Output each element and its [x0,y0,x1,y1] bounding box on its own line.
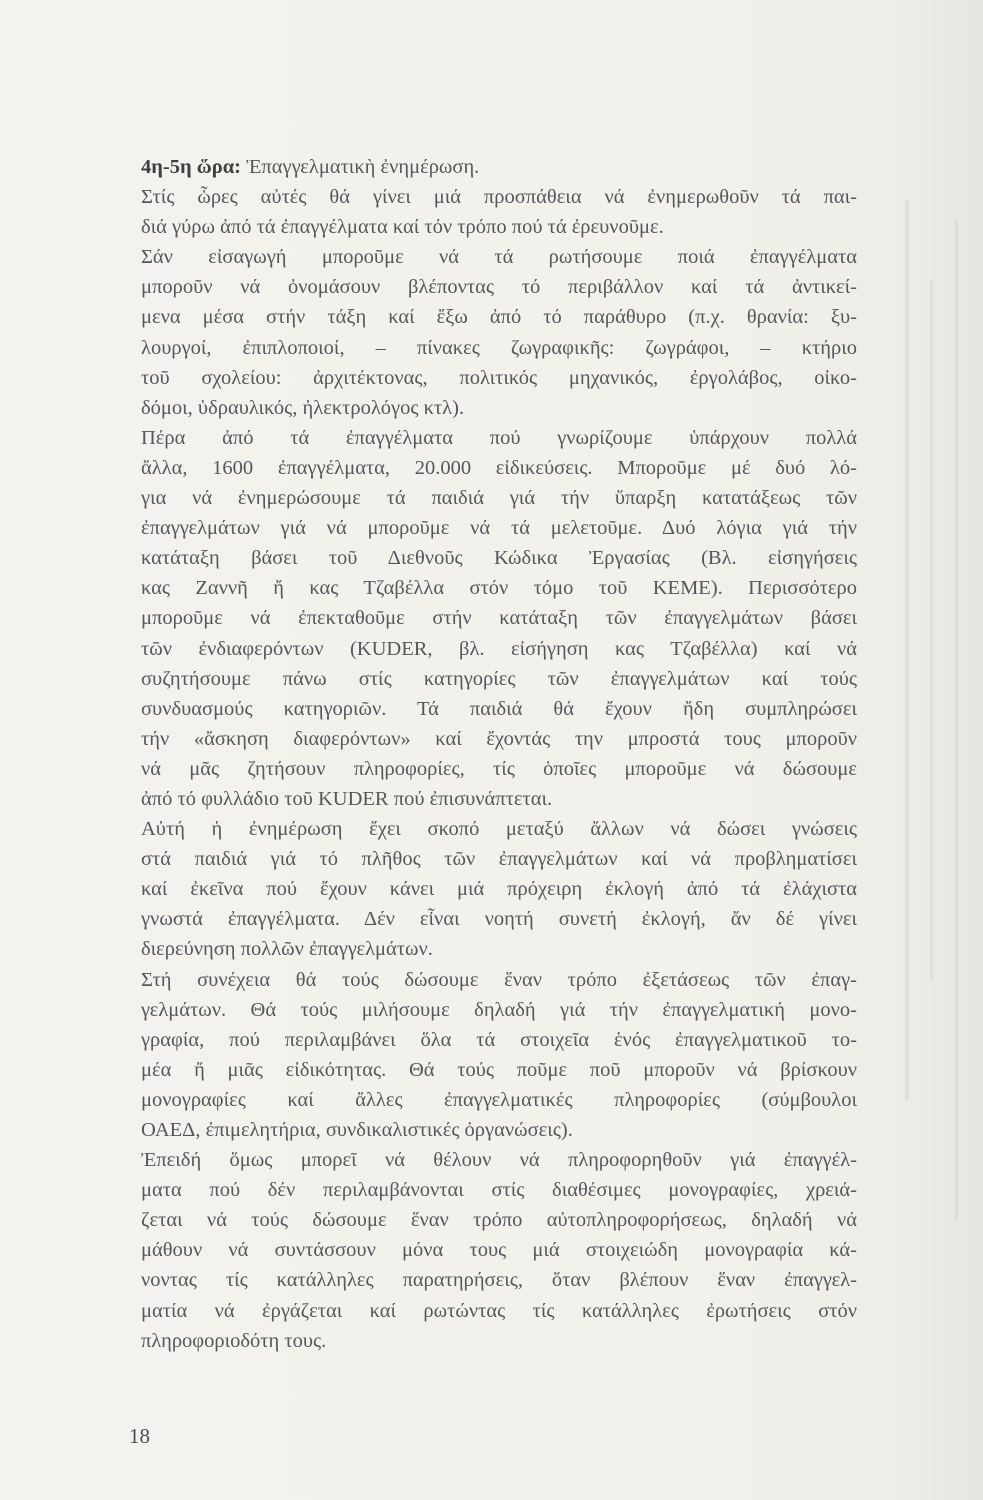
text-line: μποροῦμε νά ἐπεκταθοῦμε στήν κατάταξη τῶν ἐπαγγελμάτων βάσει [141,607,857,630]
text-line: ματία νά ἐργάζεται καί ρωτώντας τίς κατάλληλες ἐρωτήσεις στόν [141,1299,857,1322]
text-line: ΟΑΕΔ, ἐπιμελητήρια, συνδικαλιστικές ὀργανώσεις). [141,1119,573,1141]
text-line: δόμοι, ὑδραυλικός, ἠλεκτρολόγος κτλ). [141,396,465,419]
text-line: μάθουν νά συντάσσουν μόνα τους μιά στοιχειώδη μονογραφία κά- [141,1239,857,1262]
paragraph-lines [141,182,857,1356]
text-line: κας Ζαννῆ ἤ κας Τζαβέλλα στόν τόμο τοῦ ΚΕΜΕ). Περισσότερο [141,577,857,600]
text-line: διά γύρω ἀπό τά ἐπαγγέλματα καί τόν τρόπο πού τά ἐρευνοῦμε. [141,216,664,239]
section-heading [141,152,857,182]
text-line: κατάταξη βάσει τοῦ Διεθνοῦς Κώδικα Ἐργασίας (Βλ. εἰσηγήσεις [141,547,857,570]
text-line: γελμάτων. Θά τούς μιλήσουμε δηλαδή γιά τήν ἐπαγγελματική μονο- [141,998,857,1021]
heading-title: Ἐπαγγελματικὴ ἐνημέρωση. [240,156,480,178]
text-line: καί ἐκεῖνα πού ἔχουν κάνει μιά πρόχειρη ἐκλογή ἀπό τά ἐλάχιστα [141,878,857,901]
text-line: νά μᾶς ζητήσουν πληροφορίες, τίς ὁποῖες μποροῦμε νά δώσουμε [141,757,857,780]
text-line: τήν «ἄσκηση διαφερόντων» καί ἔχοντάς την μπροστά τους μποροῦν [141,727,857,750]
text-line: μενα μέσα στήν τάξη καί ἔξω ἀπό τό παράθυρο (π.χ. θρανία: ξυ- [141,306,857,329]
text-line: μποροῦν νά ὀνομάσουν βλέποντας τό περιβάλλον καί τά ἀντικεί- [141,276,857,299]
text-line: ματα πού δέν περιλαμβάνονται στίς διαθέσιμες μονογραφίες, χρειά- [141,1179,857,1202]
text-line: Αὐτή ἡ ἐνημέρωση ἔχει σκοπό μεταξύ ἄλλων νά δώσει γνώσεις [141,818,857,841]
text-line: ἄλλα, 1600 ἐπαγγέλματα, 20.000 εἰδικεύσεις. Μποροῦμε μέ δυό λό- [141,456,857,479]
text-line: συνδυασμούς κατηγοριῶν. Τά παιδιά θά ἔχουν ἤδη συμπληρώσει [141,697,857,720]
text-line: ἐπαγγελμάτων γιά νά μποροῦμε νά τά μελετοῦμε. Δυό λόγια γιά τήν [141,517,857,540]
text-line: γνωστά ἐπαγγέλματα. Δέν εἶναι νοητή συνετή ἐκλογή, ἄν δέ γίνει [141,908,857,931]
text-line: για νά ἐνημερώσουμε τά παιδιά γιά τήν ὕπαρξη κατατάξεως τῶν [141,487,857,510]
text-line: γραφία, πού περιλαμβάνει ὅλα τά στοιχεῖα ἑνός ἐπαγγελματικοῦ το- [141,1028,857,1051]
text-line: ζεται νά τούς δώσουμε ἕναν τρόπο αὐτοπληροφορήσεως, δηλαδή νά [141,1209,857,1232]
text-line: μονογραφίες καί ἄλλες ἐπαγγελματικές πληροφορίες (σύμβουλοι [141,1088,857,1111]
text-line: τῶν ἐνδιαφερόντων (KUDER, βλ. εἰσήγηση κας Τζαβέλλα) καί νά [141,637,857,660]
text-line: Σάν εἰσαγωγή μποροῦμε νά τά ρωτήσουμε ποιά ἐπαγγέλματα [141,246,857,269]
text-line: μέα ἤ μιᾶς εἰδικότητας. Θά τούς ποῦμε ποῦ μποροῦν νά βρίσκουν [141,1058,857,1081]
text-line: συζητήσουμε πάνω στίς κατηγορίες τῶν ἐπαγγελμάτων καί τούς [141,667,857,690]
text-line: νοντας τίς κατάλληλες παρατηρήσεις, ὅταν βλέπουν ἕναν ἐπαγγελ- [141,1269,857,1292]
body-text [141,152,857,1356]
heading-bold-label: 4η-5η ὥρα: [141,156,241,178]
text-line: τοῦ σχολείου: ἀρχιτέκτονας, πολιτικός μηχανικός, ἐργολάβος, οἰκο- [141,366,857,389]
text-line: διερεύνηση πολλῶν ἐπαγγελμάτων. [141,938,433,961]
text-line: Πέρα ἀπό τά ἐπαγγέλματα πού γνωρίζουμε ὑπάρχουν πολλά [141,426,857,449]
text-line: Στή συνέχεια θά τούς δώσουμε ἕναν τρόπο ἐξετάσεως τῶν ἐπαγ- [141,968,857,991]
text-line: Ἐπειδή ὅμως μπορεῖ νά θέλουν νά πληροφορηθοῦν γιά ἐπαγγέλ- [141,1149,857,1172]
text-line: λουργοί, ἐπιπλοποιοί, – πίνακες ζωγραφικῆς: ζωγράφοι, – κτήριο [141,336,857,359]
text-line: Στίς ὧρες αὐτές θά γίνει μιά προσπάθεια νά ἐνημερωθοῦν τά παι- [141,186,857,209]
text-line: ἀπό τό φυλλάδιο τοῦ KUDER πού ἐπισυνάπτεται. [141,787,553,810]
bleed-through-artifact [885,160,975,1460]
text-line: πληροφοριοδότη τους. [141,1329,327,1352]
page-number: 18 [129,1424,150,1448]
text-line: στά παιδιά γιά τό πλῆθος τῶν ἐπαγγελμάτων καί νά προβληματίσει [141,848,857,871]
